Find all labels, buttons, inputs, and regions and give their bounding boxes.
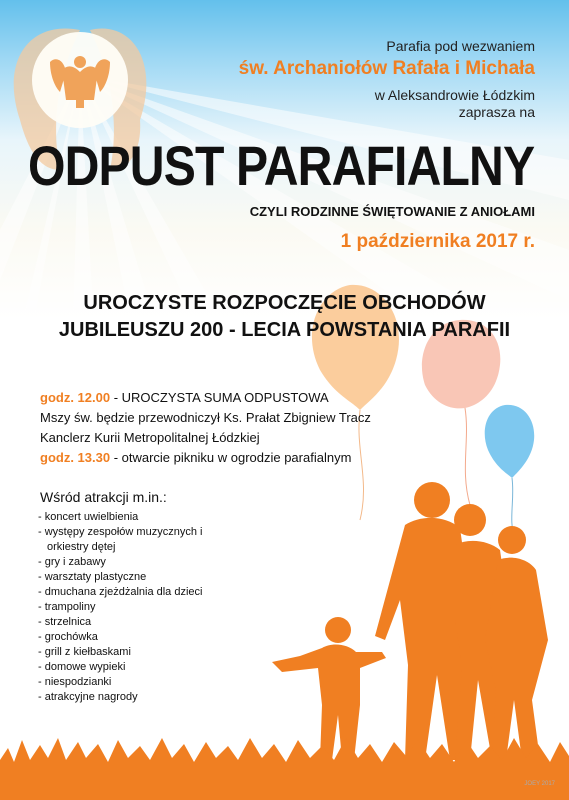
header-line-parish: Parafia pod wezwaniem (386, 38, 535, 54)
jubilee-line-2: JUBILEUSZU 200 - LECIA POWSTANIA PARAFII (58, 319, 511, 341)
header-line-invite: zaprasza na (458, 104, 535, 120)
list-item: - grill z kiełbaskami (38, 646, 131, 658)
list-item: - grochówka (38, 631, 98, 643)
program-text-2: - otwarcie pikniku w ogrodzie parafialnym (110, 450, 352, 465)
list-item: - warsztaty plastyczne (38, 571, 147, 583)
list-item: - strzelnica (38, 616, 92, 628)
program-celebrant: Mszy św. będzie przewodniczył Ks. Prałat Zbigniew Tracz (40, 410, 371, 425)
program-picnic (40, 450, 351, 465)
program-celebrant-title: Kanclerz Kurii Metropolitalnej Łódzkiej (40, 430, 260, 445)
attractions-list (38, 510, 202, 705)
event-date: 1 października 2017 r. (340, 231, 535, 252)
list-item: - niespodzianki (38, 676, 112, 688)
footer-credit: JOEY 2017 (524, 781, 555, 787)
list-item: - domowe wypieki (38, 661, 126, 673)
list-item: - trampoliny (38, 601, 96, 613)
list-item: - koncert uwielbienia (38, 511, 139, 523)
list-item: - gry i zabawy (38, 556, 106, 568)
list-item: orkiestry dętej (47, 541, 116, 553)
list-item: - atrakcyjne nagrody (38, 691, 138, 703)
header-line-location: w Aleksandrowie Łódzkim (374, 87, 535, 103)
attractions-heading: Wśród atrakcji m.in.: (40, 489, 167, 505)
program-time-2: godz. 13.30 (40, 450, 111, 465)
jubilee-line-1: UROCZYSTE ROZPOCZĘCIE OBCHODÓW (83, 292, 486, 314)
poster-title: ODPUST PARAFIALNY (28, 134, 535, 197)
program-text-1: - UROCZYSTA SUMA ODPUSTOWA (110, 390, 329, 405)
header-line-parish-name: św. Archaniołów Rafała i Michała (238, 58, 535, 79)
list-item: - dmuchana zjeżdżalnia dla dzieci (38, 586, 203, 598)
program-mass (40, 390, 329, 405)
program-time-1: godz. 12.00 (40, 390, 111, 405)
poster-subtitle: CZYLI RODZINNE ŚWIĘTOWANIE Z ANIOŁAMI (249, 204, 535, 219)
list-item: - występy zespołów muzycznych i (38, 526, 203, 538)
